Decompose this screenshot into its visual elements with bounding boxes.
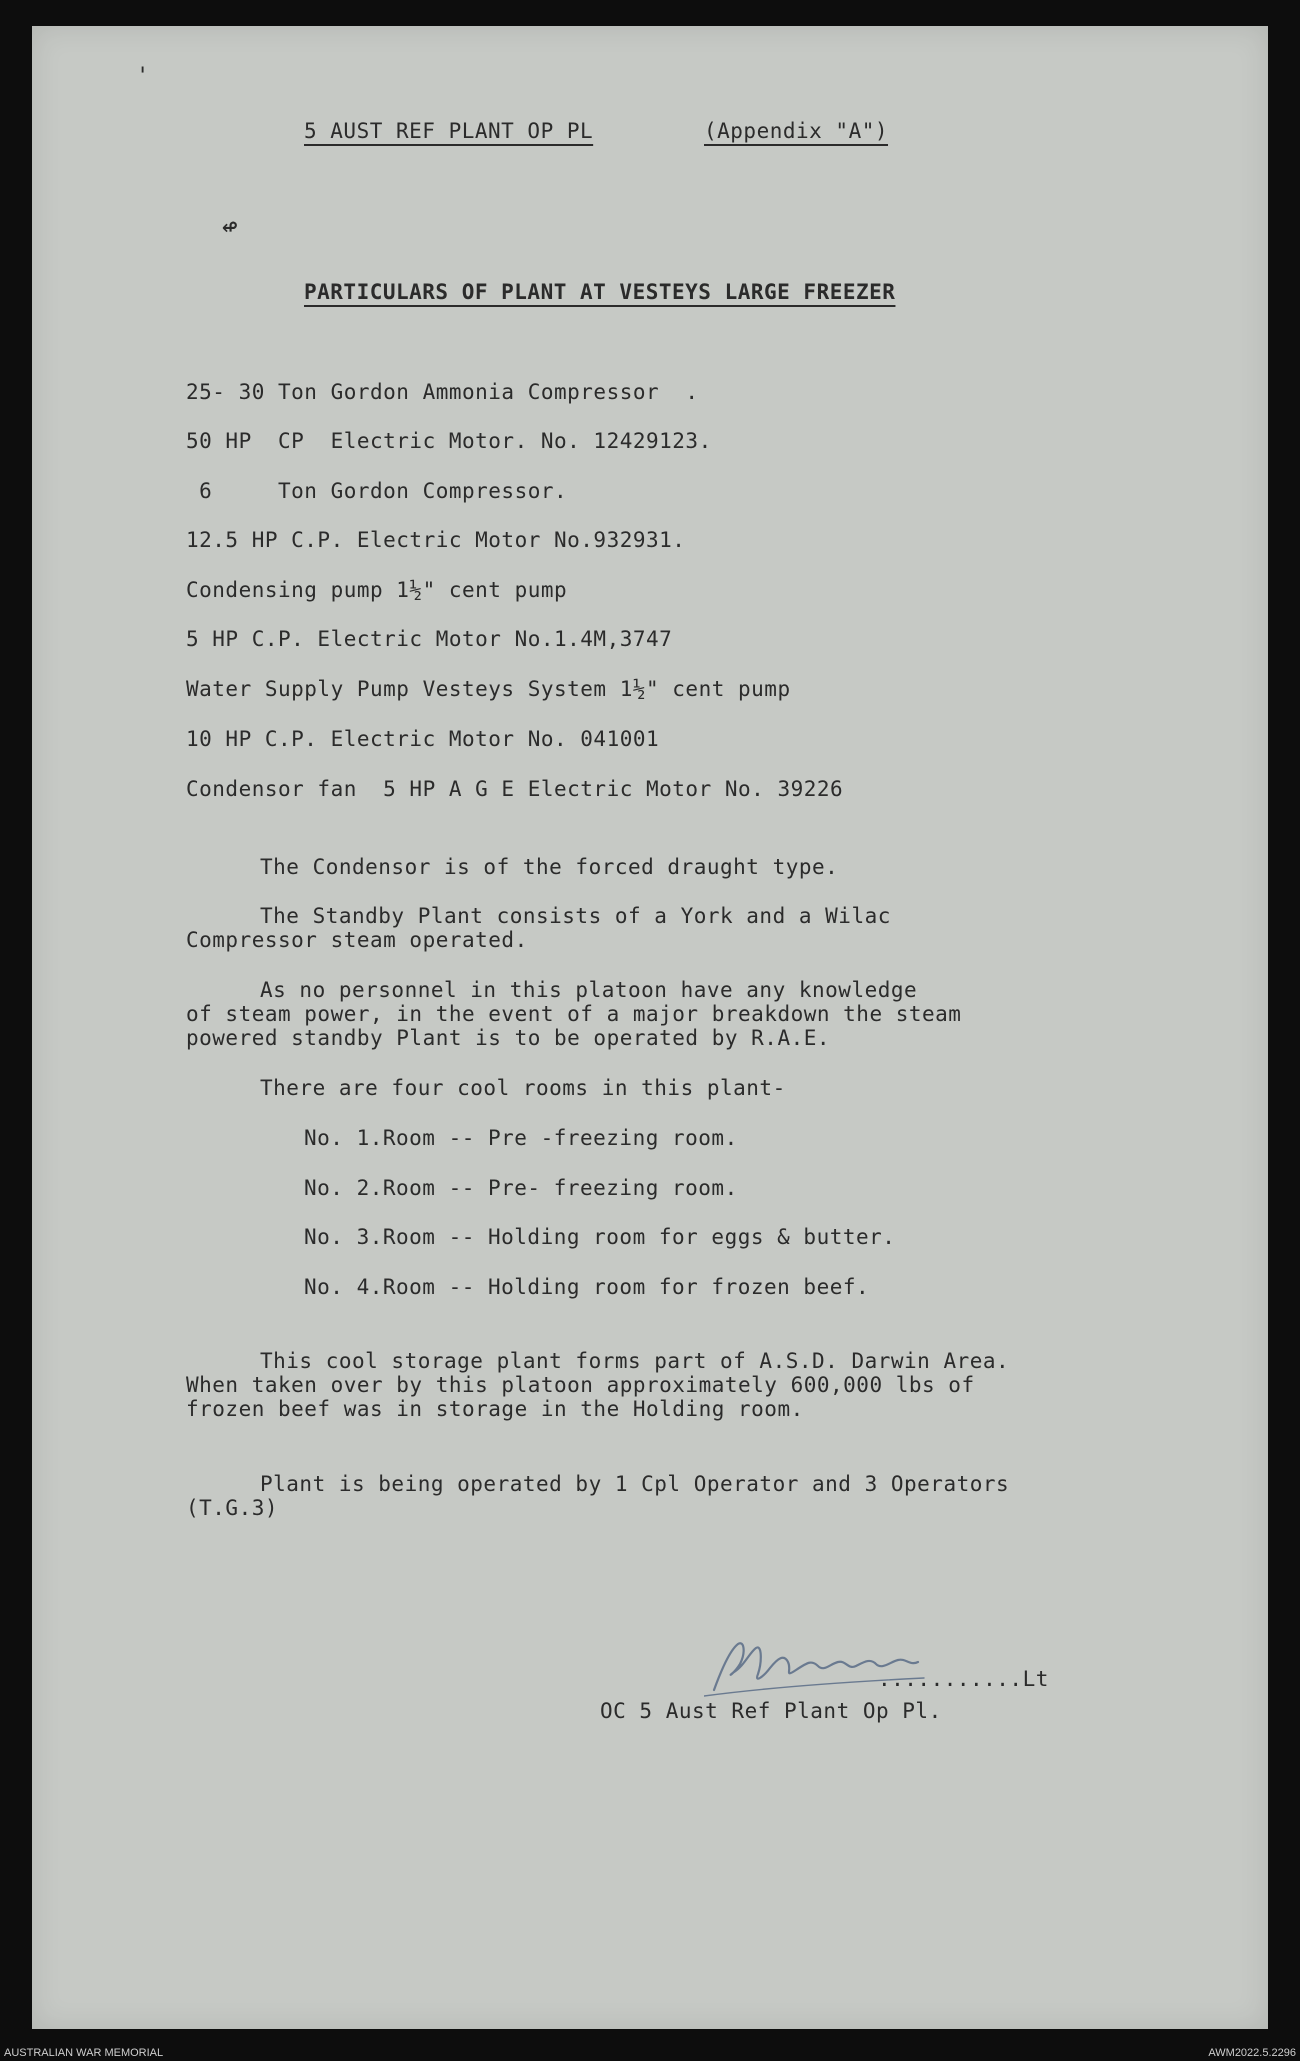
condensor-paragraph: The Condensor is of the forced draught type. [260,855,839,879]
storage-paragraph-line: frozen beef was in storage in the Holding room. [186,1397,804,1421]
document-title: PARTICULARS OF PLANT AT VESTEYS LARGE FREEZER [304,280,896,304]
room-item: No. 2.Room -- Pre- freezing room. [304,1176,738,1200]
signature-unit: OC 5 Aust Ref Plant Op Pl. [600,1699,942,1723]
equipment-item: 25- 30 Ton Gordon Ammonia Compressor . [186,380,699,404]
storage-paragraph-line: When taken over by this platoon approximately 600,000 lbs of [186,1373,975,1397]
equipment-item: Condensor fan 5 HP A G E Electric Motor No. 39226 [186,777,844,801]
equipment-item: Condensing pump 1½" cent pump [186,578,568,602]
ink-mark: ' [136,64,150,89]
equipment-item: Water Supply Pump Vesteys System 1½" cent pump [186,677,791,701]
document-sheet [32,26,1268,2029]
appendix-label: (Appendix "A") [704,119,889,143]
standby-paragraph-line: Compressor steam operated. [186,928,528,952]
footer-reference: AWM2022.5.2296 [1208,2047,1296,2059]
signature-rank-line: ...........Lt [878,1667,1049,1691]
equipment-item: 6 Ton Gordon Compressor. [186,479,568,503]
operation-paragraph-line: (T.G.3) [186,1496,279,1520]
footer-credit: AUSTRALIAN WAR MEMORIAL [4,2047,164,2059]
operation-paragraph-line: Plant is being operated by 1 Cpl Operator and 3 Operators [260,1472,1010,1496]
storage-paragraph-line: This cool storage plant forms part of A.S.D. Darwin Area. [260,1349,1010,1373]
equipment-item: 10 HP C.P. Electric Motor No. 041001 [186,727,660,751]
equipment-item: 50 HP CP Electric Motor. No. 12429123. [186,429,712,453]
room-item: No. 4.Room -- Holding room for frozen beef. [304,1275,870,1299]
standby-paragraph-line: The Standby Plant consists of a York and a Wilac [260,904,891,928]
document-header: 5 AUST REF PLANT OP PL [304,119,594,143]
room-item: No. 3.Room -- Holding room for eggs & butter. [304,1225,896,1249]
equipment-item: 5 HP C.P. Electric Motor No.1.4M,3747 [186,627,673,651]
personnel-paragraph-line: of steam power, in the event of a major breakdown the steam [186,1002,962,1026]
pencil-mark: ↫ [222,212,238,242]
room-item: No. 1.Room -- Pre -freezing room. [304,1126,738,1150]
personnel-paragraph-line: powered standby Plant is to be operated by R.A.E. [186,1026,831,1050]
rooms-intro: There are four cool rooms in this plant- [260,1076,786,1100]
personnel-paragraph-line: As no personnel in this platoon have any knowledge [260,978,918,1002]
equipment-item: 12.5 HP C.P. Electric Motor No.932931. [186,528,686,552]
